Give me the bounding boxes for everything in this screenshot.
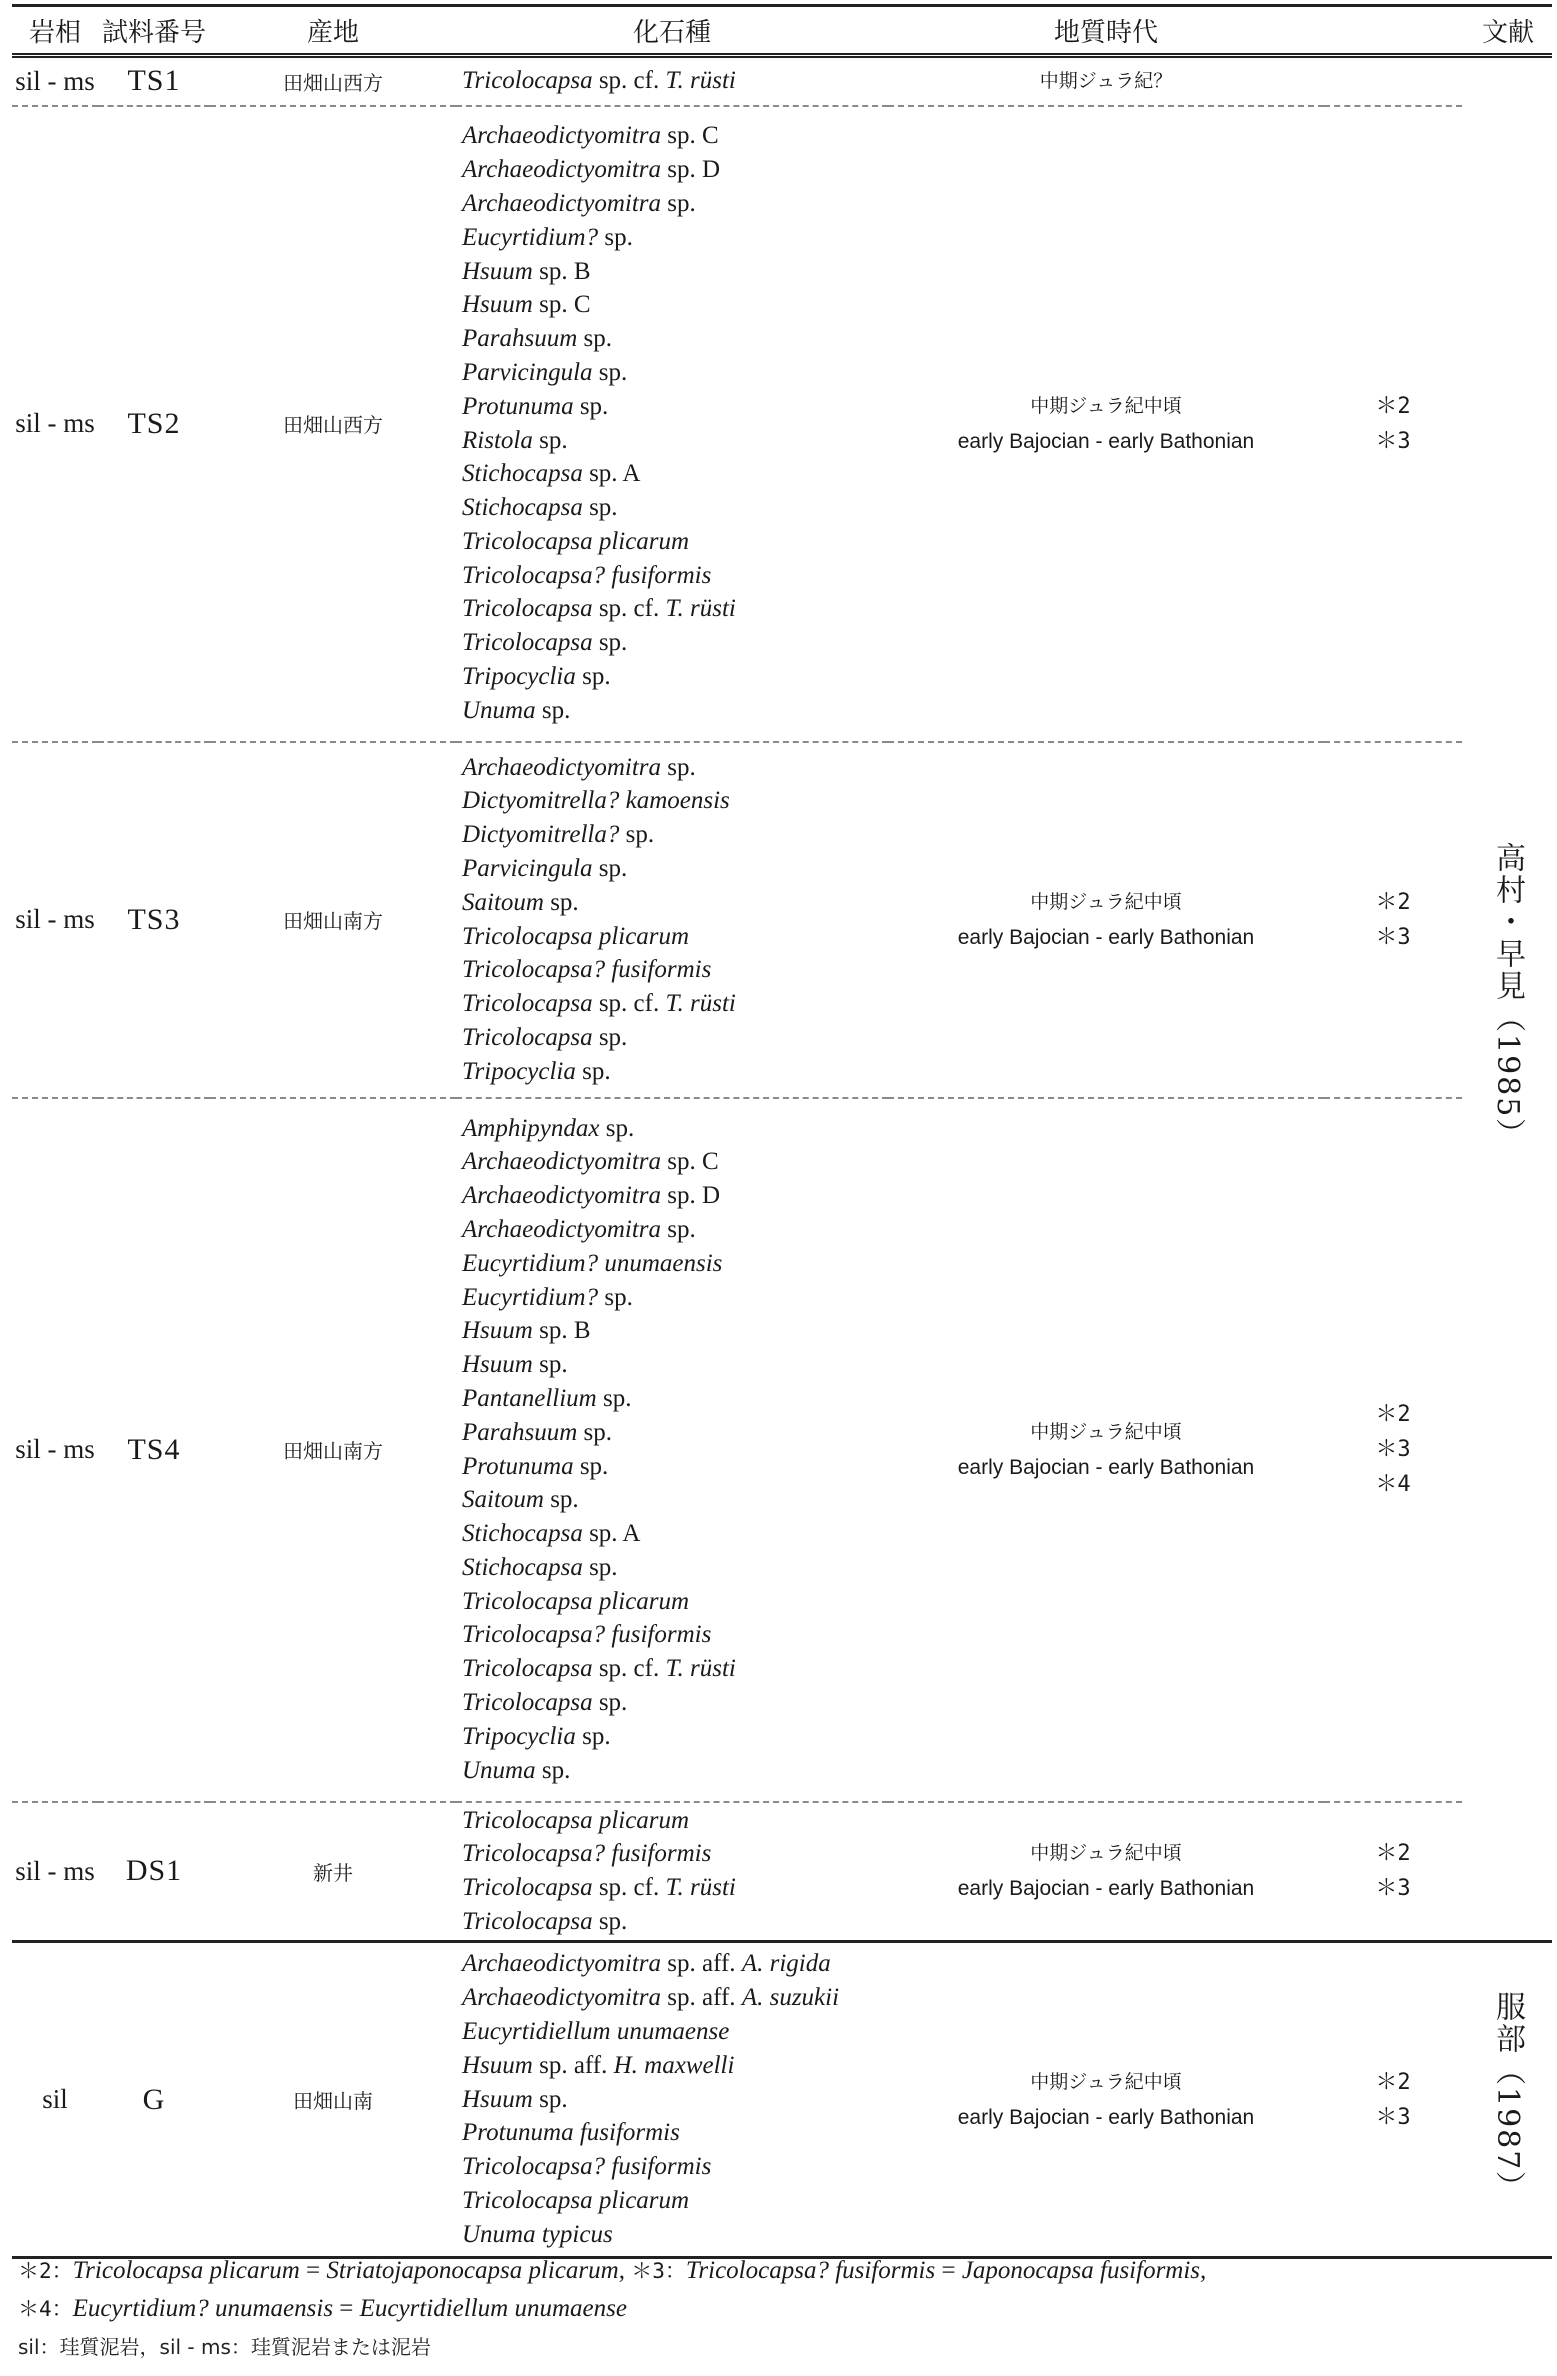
species-qualifier: sp. aff. bbox=[539, 2051, 608, 2079]
locality-cell: 新井 bbox=[210, 1802, 456, 1942]
species-genus: Parahsuum bbox=[462, 1418, 578, 1446]
species-qualifier: sp. bbox=[582, 1057, 611, 1085]
fossil-species bbox=[462, 2184, 888, 2218]
species-genus: Amphipyndax bbox=[462, 1114, 600, 1142]
fossil-species bbox=[462, 221, 888, 255]
header-sample: 試料番号 bbox=[98, 6, 210, 56]
footnote-line-2 bbox=[18, 2290, 1548, 2328]
species-genus: Tricolocapsa bbox=[462, 1689, 593, 1717]
notes-cell bbox=[1324, 1802, 1462, 1942]
footnote-marker: ＊3： bbox=[631, 2259, 686, 2283]
fossil-species bbox=[462, 322, 888, 356]
note-marker: ＊3 bbox=[1375, 924, 1411, 950]
species-genus: Tricolocapsa plicarum bbox=[462, 2186, 690, 2214]
fossil-species bbox=[462, 2049, 888, 2083]
fossil-species bbox=[462, 1652, 888, 1686]
fossil-species bbox=[462, 2015, 888, 2049]
fossil-species bbox=[462, 694, 888, 728]
reference-cell bbox=[1462, 56, 1552, 1942]
locality-cell: 田畑山南方 bbox=[210, 742, 456, 1098]
footnote-marker: ＊2： bbox=[18, 2259, 73, 2283]
species-qualifier: sp. aff. bbox=[667, 1984, 736, 2012]
sample-id-cell: TS2 bbox=[98, 106, 210, 742]
species-genus: Tricolocapsa bbox=[462, 67, 593, 95]
species-qualifier: sp. B bbox=[539, 257, 591, 285]
fossil-species bbox=[462, 491, 888, 525]
species-qualifier: sp. bbox=[598, 629, 628, 657]
species-qualifier: sp. bbox=[583, 1418, 613, 1446]
table-body bbox=[12, 56, 1552, 2258]
age-english: early Bajocian - early Bathonian bbox=[957, 925, 1255, 949]
age-japanese: 中期ジュラ紀中頃 bbox=[1030, 2070, 1182, 2093]
notes-cell bbox=[1324, 1942, 1462, 2258]
locality-cell: 田畑山西方 bbox=[283, 70, 383, 95]
species-genus: Archaeodictyomitra bbox=[462, 1215, 662, 1243]
species-qualifier: sp. A bbox=[589, 1520, 641, 1548]
notes-cell bbox=[1324, 56, 1462, 106]
species-genus: Tricolocapsa? fusiformis bbox=[462, 956, 712, 984]
fossil-species bbox=[462, 1837, 888, 1871]
species-genus: Eucyrtidium? bbox=[462, 1283, 599, 1311]
fossil-species bbox=[462, 1416, 888, 1450]
species-genus: Eucyrtidium? bbox=[462, 223, 599, 251]
species-genus: Tricolocapsa bbox=[462, 1908, 593, 1936]
fossil-species bbox=[462, 1618, 888, 1652]
fossil-species-cell bbox=[456, 106, 888, 742]
species-genus: Protunuma fusiformis bbox=[462, 2119, 680, 2147]
species-qualifier: sp. bbox=[625, 821, 655, 849]
species-compare: T. rüsti bbox=[665, 1874, 736, 1902]
locality-cell: 田畑山南 bbox=[210, 1942, 456, 2258]
fossil-species bbox=[462, 424, 888, 458]
species-genus: Archaeodictyomitra bbox=[462, 1984, 662, 2012]
notes-cell bbox=[1324, 1098, 1462, 1802]
note-marker: ＊2 bbox=[1375, 393, 1411, 419]
species-genus: Tricolocapsa plicarum bbox=[462, 527, 690, 555]
fossil-species bbox=[462, 1021, 888, 1055]
fossil-species bbox=[462, 1981, 888, 2015]
fossil-species-cell bbox=[456, 1802, 888, 1942]
header-locality: 産地 bbox=[210, 6, 456, 56]
species-qualifier: sp. bbox=[604, 1283, 633, 1311]
species-qualifier: sp. bbox=[582, 1722, 611, 1750]
fossil-species bbox=[462, 592, 888, 626]
fossil-species bbox=[462, 1112, 888, 1146]
age-japanese: 中期ジュラ紀中頃 bbox=[1030, 890, 1182, 913]
species-genus: Tricolocapsa bbox=[462, 595, 593, 623]
species-qualifier: sp. bbox=[604, 223, 633, 251]
header-notes bbox=[1324, 6, 1462, 56]
fossil-species bbox=[462, 1905, 888, 1939]
footnote-item bbox=[631, 2257, 1206, 2284]
fossil-species bbox=[462, 1585, 888, 1619]
table-row bbox=[12, 1098, 1552, 1802]
table-row bbox=[12, 56, 1552, 106]
species-compare: T. rüsti bbox=[665, 67, 736, 95]
species-genus: Tricolocapsa plicarum bbox=[462, 922, 690, 950]
species-qualifier: sp. B bbox=[539, 1317, 591, 1345]
fossil-species bbox=[462, 525, 888, 559]
fossil-species bbox=[462, 457, 888, 491]
footnotes bbox=[18, 2252, 1548, 2366]
species-genus: Tricolocapsa? fusiformis bbox=[462, 1840, 712, 1868]
age-english: early Bajocian - early Bathonian bbox=[957, 429, 1255, 453]
fossil-species-cell bbox=[456, 1098, 888, 1802]
species-qualifier: sp. cf. bbox=[598, 990, 660, 1018]
species-genus: Unuma bbox=[462, 696, 536, 724]
fossil-species bbox=[462, 1804, 888, 1838]
species-genus: Parvicingula bbox=[462, 358, 593, 386]
footnote-old-name: Eucyrtidium? unumaensis bbox=[72, 2295, 334, 2322]
fossil-species bbox=[462, 920, 888, 954]
fossil-species-cell bbox=[456, 742, 888, 1098]
species-genus: Hsuum bbox=[462, 1317, 533, 1345]
notes-cell bbox=[1324, 742, 1462, 1098]
species-qualifier: sp. A bbox=[589, 460, 641, 488]
species-qualifier: sp. bbox=[582, 663, 611, 691]
fossil-species bbox=[462, 886, 888, 920]
fossil-species bbox=[462, 1382, 888, 1416]
species-qualifier: sp. C bbox=[539, 291, 591, 319]
header-reference: 文献 bbox=[1462, 6, 1552, 56]
species-genus: Archaeodictyomitra bbox=[462, 753, 662, 781]
fossil-species bbox=[462, 2116, 888, 2150]
species-genus: Tripocyclia bbox=[462, 1057, 576, 1085]
species-qualifier: sp. bbox=[550, 1486, 579, 1514]
species-genus: Pantanellium bbox=[462, 1384, 597, 1412]
species-qualifier: sp. bbox=[541, 1756, 571, 1784]
species-qualifier: sp. bbox=[541, 696, 571, 724]
species-genus: Unuma bbox=[462, 1756, 536, 1784]
species-qualifier: sp. bbox=[539, 426, 568, 454]
species-genus: Hsuum bbox=[462, 2085, 533, 2113]
species-genus: Stichocapsa bbox=[462, 1553, 583, 1581]
species-qualifier: sp. bbox=[667, 1215, 696, 1243]
geologic-age-cell bbox=[888, 1802, 1324, 1942]
table-row bbox=[12, 106, 1552, 742]
species-compare: A. rigida bbox=[741, 1950, 831, 1978]
species-genus: Archaeodictyomitra bbox=[462, 122, 662, 150]
fossil-species bbox=[462, 1517, 888, 1551]
species-compare: T. rüsti bbox=[665, 1655, 736, 1683]
species-qualifier: sp. bbox=[598, 854, 628, 882]
locality-cell: 田畑山南方 bbox=[210, 1098, 456, 1802]
lithology-cell: sil - ms bbox=[12, 106, 98, 742]
species-qualifier: sp. bbox=[598, 1023, 628, 1051]
species-qualifier: sp. C bbox=[667, 1148, 719, 1176]
footnote-old-name: Tricolocapsa? fusiformis bbox=[685, 2257, 936, 2284]
fossil-species bbox=[462, 64, 888, 98]
species-genus: Eucyrtidium? unumaensis bbox=[462, 1249, 723, 1277]
species-genus: Stichocapsa bbox=[462, 1520, 583, 1548]
species-genus: Tricolocapsa plicarum bbox=[462, 1587, 690, 1615]
footnote-line-1 bbox=[18, 2252, 1548, 2290]
age-japanese: 中期ジュラ紀中頃 bbox=[1030, 394, 1182, 417]
sample-id-cell: DS1 bbox=[98, 1802, 210, 1942]
geologic-age-cell bbox=[888, 1942, 1324, 2258]
fossil-species-cell bbox=[456, 1942, 888, 2258]
sample-id-cell: TS4 bbox=[98, 1098, 210, 1802]
species-qualifier: sp. bbox=[667, 189, 696, 217]
species-genus: Hsuum bbox=[462, 291, 533, 319]
lithology-cell: sil - ms bbox=[12, 742, 98, 1098]
species-compare: T. rüsti bbox=[665, 990, 736, 1018]
species-qualifier: sp. bbox=[598, 1689, 628, 1717]
footnote-new-name: Japonocapsa fusiformis, bbox=[961, 2257, 1207, 2284]
reference-cell bbox=[1462, 1942, 1552, 2258]
species-qualifier: sp. bbox=[550, 888, 579, 916]
species-genus: Hsuum bbox=[462, 1351, 533, 1379]
species-qualifier: sp. bbox=[539, 1351, 568, 1379]
species-qualifier: sp. bbox=[598, 1908, 628, 1936]
fossil-species bbox=[462, 818, 888, 852]
species-genus: Archaeodictyomitra bbox=[462, 189, 662, 217]
species-qualifier: sp. bbox=[583, 325, 613, 353]
lithology-cell: sil - ms bbox=[15, 65, 95, 96]
age-japanese: 中期ジュラ紀中頃 bbox=[1030, 1842, 1182, 1865]
species-genus: Archaeodictyomitra bbox=[462, 1148, 662, 1176]
fossil-species bbox=[462, 153, 888, 187]
lithology-cell: sil - ms bbox=[12, 1098, 98, 1802]
note-marker: ＊3 bbox=[1375, 1876, 1411, 1902]
species-compare: A. suzukii bbox=[741, 1984, 840, 2012]
footnote-item bbox=[18, 2295, 627, 2322]
fossil-species bbox=[462, 953, 888, 987]
species-qualifier: sp. bbox=[589, 1553, 618, 1581]
species-genus: Parahsuum bbox=[462, 325, 578, 353]
species-qualifier: sp. aff. bbox=[667, 1950, 736, 1978]
species-genus: Tricolocapsa? fusiformis bbox=[462, 2153, 712, 2181]
fossil-species bbox=[462, 751, 888, 785]
table-row bbox=[12, 1942, 1552, 2258]
species-genus: Dictyomitrella? kamoensis bbox=[462, 787, 730, 815]
sample-id-cell: TS1 bbox=[127, 64, 181, 98]
species-qualifier: sp. C bbox=[667, 122, 719, 150]
age-english: early Bajocian - early Bathonian bbox=[957, 2105, 1255, 2129]
note-marker: ＊3 bbox=[1375, 1437, 1411, 1462]
note-marker: ＊2 bbox=[1375, 1841, 1411, 1867]
fossil-species bbox=[462, 255, 888, 289]
note-marker: ＊3 bbox=[1375, 428, 1411, 454]
species-genus: Eucyrtidiellum unumaense bbox=[462, 2018, 730, 2045]
species-qualifier: sp. bbox=[589, 494, 618, 522]
fossil-table-sheet bbox=[12, 0, 1557, 2376]
geologic-age-cell bbox=[888, 1098, 1324, 1802]
species-genus: Tripocyclia bbox=[462, 663, 576, 691]
reference-citation: 高村・早見（1985） bbox=[1490, 842, 1525, 1151]
species-compare: T. rüsti bbox=[665, 595, 736, 623]
notes-cell bbox=[1324, 106, 1462, 742]
lithology-legend: sil：珪質泥岩，sil - ms：珪質泥岩または泥岩 bbox=[18, 2335, 431, 2359]
radiolarian-fossil-table bbox=[12, 4, 1552, 2259]
fossil-species bbox=[462, 1281, 888, 1315]
fossil-species bbox=[462, 187, 888, 221]
fossil-species bbox=[462, 1754, 888, 1788]
species-genus: Saitoum bbox=[462, 888, 544, 916]
fossil-species bbox=[462, 2150, 888, 2184]
fossil-species bbox=[462, 1314, 888, 1348]
fossil-species bbox=[462, 1871, 888, 1905]
fossil-species bbox=[462, 390, 888, 424]
species-genus: Tricolocapsa? fusiformis bbox=[462, 1621, 712, 1649]
species-qualifier: sp. bbox=[539, 2085, 568, 2113]
lithology-cell: sil bbox=[12, 1942, 98, 2258]
species-genus: Protunuma bbox=[462, 1452, 574, 1480]
age-japanese: 中期ジュラ紀中頃 bbox=[1030, 1420, 1182, 1443]
fossil-species bbox=[462, 1483, 888, 1517]
species-genus: Dictyomitrella? bbox=[462, 821, 620, 849]
footnote-new-name: Striatojaponocapsa plicarum, bbox=[326, 2257, 625, 2284]
species-qualifier: sp. bbox=[667, 753, 696, 781]
footnote-old-name: Tricolocapsa plicarum bbox=[72, 2257, 300, 2284]
species-genus: Hsuum bbox=[462, 2051, 533, 2079]
geologic-age-cell bbox=[888, 106, 1324, 742]
note-marker: ＊2 bbox=[1375, 2069, 1411, 2095]
species-genus: Tricolocapsa bbox=[462, 1655, 593, 1683]
species-qualifier: sp. bbox=[598, 358, 628, 386]
note-marker: ＊4 bbox=[1375, 1472, 1411, 1497]
header-lithology: 岩相 bbox=[12, 6, 98, 56]
species-genus: Parvicingula bbox=[462, 854, 593, 882]
table-row bbox=[12, 1802, 1552, 1942]
table-header-row bbox=[12, 6, 1552, 56]
fossil-species-cell bbox=[456, 56, 888, 106]
footnote-equals: = bbox=[935, 2257, 962, 2284]
fossil-species bbox=[462, 1055, 888, 1089]
species-qualifier: sp. cf. bbox=[598, 67, 660, 95]
species-qualifier: sp. cf. bbox=[598, 595, 660, 623]
geologic-age-cell bbox=[888, 742, 1324, 1098]
footnote-item bbox=[18, 2257, 631, 2284]
note-marker: ＊2 bbox=[1375, 1402, 1411, 1427]
species-genus: Archaeodictyomitra bbox=[462, 156, 662, 184]
sample-id-cell: G bbox=[98, 1942, 210, 2258]
species-qualifier: sp. cf. bbox=[598, 1874, 660, 1902]
fossil-species bbox=[462, 784, 888, 818]
locality-cell: 田畑山西方 bbox=[210, 106, 456, 742]
species-genus: Tricolocapsa plicarum bbox=[462, 1806, 690, 1834]
species-compare: H. maxwelli bbox=[613, 2051, 735, 2079]
fossil-species bbox=[462, 2218, 888, 2252]
species-genus: Tricolocapsa bbox=[462, 1023, 593, 1051]
footnote-marker: ＊4： bbox=[18, 2297, 73, 2321]
species-genus: Tricolocapsa? fusiformis bbox=[462, 561, 712, 589]
footnote-equals: = bbox=[333, 2295, 360, 2322]
species-qualifier: sp. bbox=[579, 392, 609, 420]
fossil-species bbox=[462, 1145, 888, 1179]
fossil-species bbox=[462, 119, 888, 153]
species-genus: Tricolocapsa bbox=[462, 629, 593, 657]
footnote-equals: = bbox=[299, 2257, 327, 2284]
species-qualifier: sp. D bbox=[667, 156, 721, 184]
fossil-species bbox=[462, 987, 888, 1021]
fossil-species bbox=[462, 626, 888, 660]
species-qualifier: sp. bbox=[605, 1114, 635, 1142]
species-genus: Protunuma bbox=[462, 392, 574, 420]
fossil-species bbox=[462, 1247, 888, 1281]
age-japanese: 中期ジュラ紀？ bbox=[1039, 70, 1173, 93]
species-genus: Saitoum bbox=[462, 1486, 544, 1514]
age-english: early Bajocian - early Bathonian bbox=[957, 1455, 1255, 1479]
age-english: early Bajocian - early Bathonian bbox=[957, 1877, 1255, 1901]
fossil-species bbox=[462, 1551, 888, 1585]
fossil-species bbox=[462, 2083, 888, 2117]
footnote-new-name: Eucyrtidiellum unumaense bbox=[359, 2295, 627, 2322]
species-qualifier: sp. bbox=[602, 1384, 632, 1412]
species-genus: Hsuum bbox=[462, 257, 533, 285]
species-genus: Tricolocapsa bbox=[462, 1874, 593, 1902]
species-genus: Archaeodictyomitra bbox=[462, 1950, 662, 1978]
reference-citation: 服部（1987） bbox=[1490, 1990, 1525, 2204]
species-qualifier: sp. bbox=[579, 1452, 609, 1480]
fossil-species bbox=[462, 852, 888, 886]
species-genus: Tripocyclia bbox=[462, 1722, 576, 1750]
header-age: 地質時代 bbox=[888, 6, 1324, 56]
species-genus: Stichocapsa bbox=[462, 460, 583, 488]
note-marker: ＊2 bbox=[1375, 889, 1411, 915]
fossil-species bbox=[462, 356, 888, 390]
header-fossils: 化石種 bbox=[456, 6, 888, 56]
species-qualifier: sp. cf. bbox=[598, 1655, 660, 1683]
fossil-species bbox=[462, 1450, 888, 1484]
species-genus: Stichocapsa bbox=[462, 494, 583, 522]
fossil-species bbox=[462, 559, 888, 593]
fossil-species bbox=[462, 1720, 888, 1754]
fossil-species bbox=[462, 1179, 888, 1213]
geologic-age-cell bbox=[888, 56, 1324, 106]
species-genus: Unuma typicus bbox=[462, 2220, 613, 2248]
fossil-species bbox=[462, 1686, 888, 1720]
species-genus: Archaeodictyomitra bbox=[462, 1182, 662, 1210]
fossil-species bbox=[462, 288, 888, 322]
fossil-species bbox=[462, 1348, 888, 1382]
note-marker: ＊3 bbox=[1375, 2104, 1411, 2130]
species-genus: Ristola bbox=[462, 426, 533, 454]
sample-id-cell: TS3 bbox=[98, 742, 210, 1098]
fossil-species bbox=[462, 1947, 888, 1981]
table-row bbox=[12, 742, 1552, 1098]
species-genus: Tricolocapsa bbox=[462, 990, 593, 1018]
fossil-species bbox=[462, 1213, 888, 1247]
species-qualifier: sp. D bbox=[667, 1182, 721, 1210]
lithology-cell: sil - ms bbox=[12, 1802, 98, 1942]
fossil-species bbox=[462, 660, 888, 694]
